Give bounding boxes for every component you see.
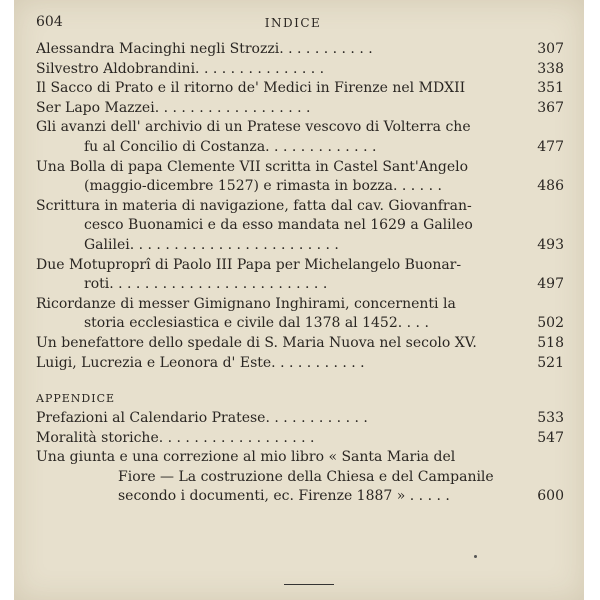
- entry-title-line: Ricordanze di messer Gimignano Inghirami, concernenti la: [36, 295, 456, 312]
- entry-page-number: 477: [537, 138, 564, 155]
- index-entry: [36, 60, 564, 80]
- index-entry: [36, 295, 564, 334]
- entry-page-number: 497: [537, 276, 564, 293]
- entry-title-line: Prefazioni al Calendario Pratese. . . . . . . . . . . .: [36, 410, 368, 427]
- entry-title-line: Fiore — La costruzione della Chiesa e del Campanile: [118, 468, 494, 485]
- entry-page-number: 493: [537, 236, 564, 253]
- entry-page-number: 521: [537, 354, 564, 371]
- entry-title-line: Una Bolla di papa Clemente VII scritta in Castel Sant'Angelo: [36, 158, 469, 175]
- entry-page-number: 502: [537, 315, 564, 332]
- index-entry: [36, 354, 564, 374]
- index-entry: [36, 40, 564, 60]
- entry-title-line: roti. . . . . . . . . . . . . . . . . . . . . . . . .: [84, 276, 328, 293]
- entry-title-line: Una giunta e una correzione al mio libro « Santa Maria del: [36, 449, 456, 466]
- entry-page-number: 600: [537, 488, 564, 505]
- page-number: 604: [36, 14, 63, 30]
- entry-title-line: Il Sacco di Prato e il ritorno de' Medici in Firenze nel MDXII: [36, 80, 466, 97]
- index-entry: [36, 99, 564, 119]
- entry-title-line: fu al Concilio di Costanza. . . . . . . . . . . . .: [84, 138, 377, 155]
- entry-title-line: Silvestro Aldobrandini. . . . . . . . . . . . . . .: [36, 60, 325, 77]
- index-list: [36, 40, 564, 507]
- index-entry: [36, 197, 564, 256]
- entry-title-line: storia ecclesiastica e civile dal 1378 al 1452. . . .: [84, 315, 429, 332]
- entry-title-line: Ser Lapo Mazzei. . . . . . . . . . . . . . . . . .: [36, 99, 311, 116]
- entry-title-line: Alessandra Macinghi negli Strozzi. . . . . . . . . . .: [36, 41, 373, 57]
- index-entry: [36, 79, 564, 99]
- entry-page-number: 518: [537, 334, 564, 351]
- running-title: INDICE: [264, 16, 322, 30]
- index-entry: [36, 429, 564, 449]
- page-speck: [474, 555, 477, 558]
- appendix-heading: APPENDICE: [36, 392, 116, 406]
- index-entry: [36, 118, 564, 157]
- index-entry: [36, 158, 564, 197]
- page-header: [36, 14, 550, 34]
- entry-page-number: 338: [537, 60, 564, 77]
- entry-title-line: Moralità storiche. . . . . . . . . . . . . . . . . .: [36, 429, 315, 446]
- book-page: [14, 0, 584, 600]
- index-entry: [36, 256, 564, 295]
- entry-title-line: Luigi, Lucrezia e Leonora d' Este. . . . . . . . . . .: [36, 354, 365, 371]
- entry-page-number: 351: [537, 80, 564, 97]
- entry-title-line: Due Motuproprî di Paolo III Papa per Michelangelo Buonar-: [36, 256, 462, 273]
- index-entry: [36, 409, 564, 429]
- entry-title-line: Gli avanzi dell' archivio di un Pratese vescovo di Volterra che: [36, 119, 471, 136]
- index-entry: [36, 334, 564, 354]
- entry-page-number: 547: [537, 429, 564, 446]
- entry-title-line: secondo i documenti, ec. Firenze 1887 » . . . . .: [118, 488, 450, 505]
- entry-title-line: Galilei. . . . . . . . . . . . . . . . . . . . . . . .: [84, 236, 339, 253]
- entry-title-line: Un benefattore dello spedale di S. Maria Nuova nel secolo XV.: [36, 334, 477, 351]
- entry-page-number: 307: [537, 41, 564, 57]
- entry-page-number: 367: [537, 99, 564, 116]
- entry-title-line: cesco Buonamici e da esso mandata nel 1629 a Galileo: [84, 217, 473, 234]
- entry-title-line: (maggio-dicembre 1527) e rimasta in bozza. . . . . .: [84, 178, 442, 195]
- entry-page-number: 486: [537, 178, 564, 195]
- footer-rule: [284, 584, 334, 585]
- index-entry: [36, 448, 564, 507]
- entry-page-number: 533: [537, 410, 564, 427]
- entry-title-line: Scrittura in materia di navigazione, fatta dal cav. Giovanfran-: [36, 197, 472, 214]
